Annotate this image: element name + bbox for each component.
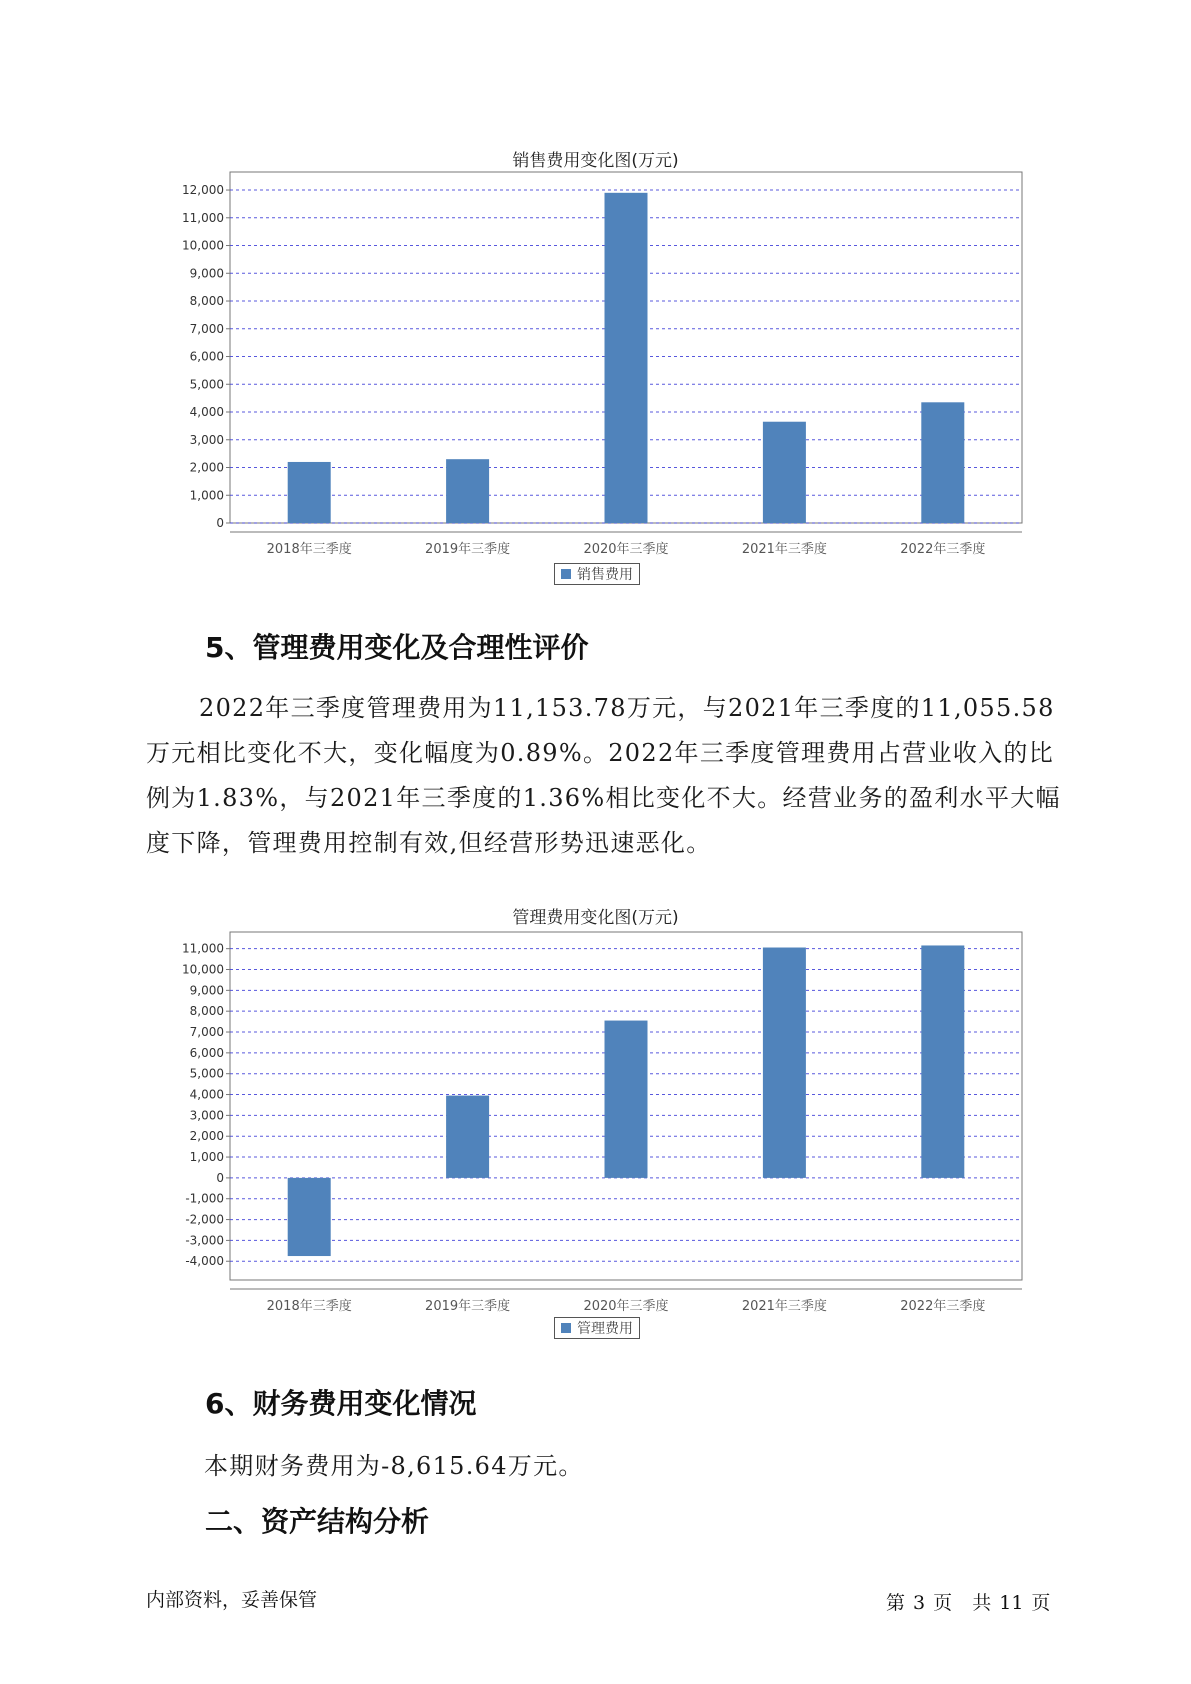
admin-expense-paragraph: 2022年三季度管理费用为11,153.78万元，与2021年三季度的11,055.58万元相比变化不大，变化幅度为0.89%。2022年三季度管理费用占营业收入的比例为1.83%，与2021年三季度的1.36%相比变化不大。经营业务的盈利水平大幅度下降，管理费用控制有效,但经营形势迅速恶化。 bbox=[146, 694, 1061, 857]
y-tick-label: 2,000 bbox=[189, 1129, 224, 1144]
x-tick-label: 2022年三季度 bbox=[900, 542, 986, 557]
y-tick-label: 8,000 bbox=[189, 294, 224, 309]
bar bbox=[605, 193, 648, 523]
legend-sales bbox=[554, 563, 640, 585]
legend-label: 管理费用 bbox=[577, 1321, 633, 1337]
bar bbox=[763, 422, 806, 523]
x-tick-label: 2021年三季度 bbox=[741, 542, 827, 557]
y-tick-label: 4,000 bbox=[189, 405, 224, 420]
y-tick-label: -2,000 bbox=[185, 1212, 224, 1227]
admin-expense-chart bbox=[0, 930, 1191, 1330]
total-num: 11 bbox=[999, 1592, 1024, 1614]
y-tick-label: 5,000 bbox=[189, 377, 224, 392]
bar bbox=[446, 1096, 489, 1178]
x-tick-label: 2019年三季度 bbox=[425, 542, 511, 557]
section-heading-finance-expense: 6、财务费用变化情况 bbox=[205, 1387, 477, 1420]
y-tick-label: 1,000 bbox=[189, 488, 224, 503]
section-heading-asset-structure: 二、资产结构分析 bbox=[205, 1505, 430, 1538]
y-tick-label: 8,000 bbox=[189, 1004, 224, 1019]
section-heading-admin-expense: 5、管理费用变化及合理性评价 bbox=[205, 631, 589, 664]
y-tick-label: 6,000 bbox=[189, 349, 224, 364]
legend-swatch bbox=[561, 569, 571, 579]
bar bbox=[921, 402, 964, 523]
y-tick-label: 3,000 bbox=[189, 1108, 224, 1123]
page-num: 3 bbox=[913, 1592, 926, 1614]
page-unit: 页 bbox=[933, 1592, 953, 1614]
x-tick-label: 2018年三季度 bbox=[266, 542, 352, 557]
y-tick-label: 7,000 bbox=[189, 1025, 224, 1040]
legend-admin bbox=[554, 1317, 640, 1339]
x-tick-label: 2018年三季度 bbox=[266, 1299, 352, 1314]
total-unit: 页 bbox=[1031, 1592, 1051, 1614]
y-tick-label: 0 bbox=[216, 516, 224, 530]
y-tick-label: 6,000 bbox=[189, 1045, 224, 1060]
bar bbox=[763, 948, 806, 1178]
chart-title-sales: 销售费用变化图(万元) bbox=[512, 151, 679, 171]
sales-expense-chart bbox=[0, 170, 1191, 570]
y-tick-label: 11,000 bbox=[182, 210, 224, 225]
y-tick-label: 5,000 bbox=[189, 1066, 224, 1081]
bar bbox=[605, 1021, 648, 1178]
y-tick-label: 0 bbox=[216, 1170, 224, 1185]
y-tick-label: 2,000 bbox=[189, 460, 224, 475]
y-tick-label: 10,000 bbox=[182, 962, 224, 977]
y-tick-label: 12,000 bbox=[182, 183, 224, 198]
y-tick-label: -3,000 bbox=[185, 1233, 224, 1248]
finance-expense-text: 本期财务费用为-8,615.64万元。 bbox=[204, 1452, 584, 1480]
total-prefix: 共 bbox=[972, 1592, 992, 1614]
y-tick-label: 9,000 bbox=[189, 983, 224, 998]
footer-confidential: 内部资料，妥善保管 bbox=[146, 1589, 318, 1611]
y-tick-label: 7,000 bbox=[189, 321, 224, 336]
x-tick-label: 2020年三季度 bbox=[583, 542, 669, 557]
chart-title-admin: 管理费用变化图(万元) bbox=[512, 908, 679, 928]
page-prefix: 第 bbox=[886, 1592, 906, 1614]
x-tick-label: 2021年三季度 bbox=[741, 1299, 827, 1314]
x-tick-label: 2020年三季度 bbox=[583, 1299, 669, 1314]
legend-label: 销售费用 bbox=[577, 567, 633, 583]
y-tick-label: 1,000 bbox=[189, 1150, 224, 1165]
bar bbox=[288, 462, 331, 523]
y-tick-label: 9,000 bbox=[189, 266, 224, 281]
y-tick-label: 10,000 bbox=[182, 238, 224, 253]
bar bbox=[921, 945, 964, 1177]
y-tick-label: -1,000 bbox=[185, 1191, 224, 1206]
y-tick-label: 3,000 bbox=[189, 432, 224, 447]
y-tick-label: 11,000 bbox=[182, 941, 224, 956]
bar bbox=[288, 1178, 331, 1256]
y-tick-label: -4,000 bbox=[185, 1254, 224, 1269]
x-tick-label: 2022年三季度 bbox=[900, 1299, 986, 1314]
legend-swatch bbox=[561, 1323, 571, 1333]
footer-page-number bbox=[882, 1588, 1054, 1615]
y-tick-label: 4,000 bbox=[189, 1087, 224, 1102]
bar bbox=[446, 459, 489, 523]
x-tick-label: 2019年三季度 bbox=[425, 1299, 511, 1314]
